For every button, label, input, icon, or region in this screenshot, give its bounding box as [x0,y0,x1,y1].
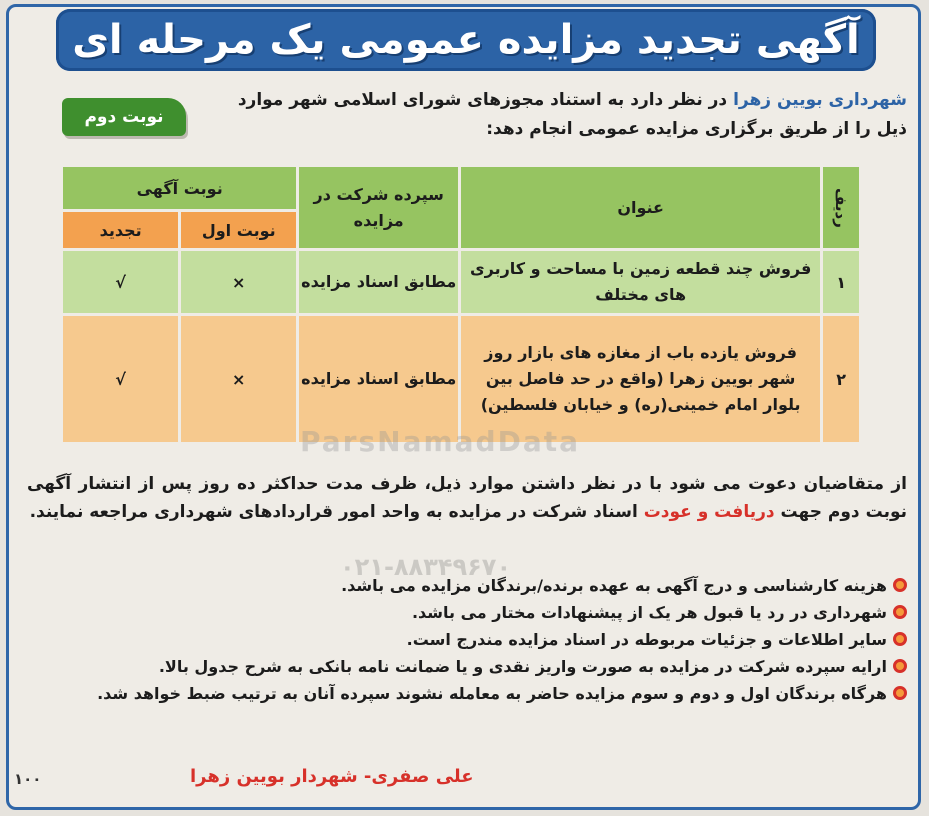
organization-name: شهرداری بویین زهرا [733,90,907,110]
bullet-icon [893,605,907,619]
row-repeat-mark: √ [63,316,178,442]
header-title: عنوان [461,167,820,248]
row-index: ۲ [823,316,859,442]
row-deposit: مطابق اسناد مزایده [299,316,458,442]
header-first-round: نوبت اول [181,212,296,248]
auction-table [60,164,862,445]
bullet-icon [893,686,907,700]
row-title: فروش چند قطعه زمین با مساحت و کاربری های مختلف [461,251,820,313]
row-index: ۱ [823,251,859,313]
row-deposit: مطابق اسناد مزایده [299,251,458,313]
list-item: هزینه کارشناسی و درج آگهی به عهده برنده/برندگان مزایده می باشد. [27,572,907,599]
bullet-icon [893,659,907,673]
list-item: هرگاه برندگان اول و دوم و سوم مزایده حاضر به معامله نشوند سپرده آنان به ترتیب ضبط خواهد شد. [27,680,907,707]
header-deposit: سپرده شرکت در مزایده [299,167,458,248]
row-repeat-mark: √ [63,251,178,313]
instructions-text-1: از متقاضیان دعوت می شود با در نظر داشتن موارد ذیل، ظرف مدت حداکثر ده روز پس از انتشار آگهی نوبت دوم جهت [27,474,907,522]
row-first-mark: × [181,316,296,442]
header-row-number: ردیف [823,167,859,248]
instructions-text-2: اسناد شرکت در مزایده به واحد امور قراردادهای شهرداری مراجعه نمایند. [29,502,644,522]
intro-text: در نظر دارد به استناد مجوزهای شورای اسلامی شهر موارد ذیل را از طریق برگزاری مزایده عمومی انجام دهد: [237,90,907,139]
watermark: ParsNamadData [300,425,580,458]
header-repeat: تجدید [63,212,178,248]
instructions-paragraph [27,470,907,526]
row-title: فروش یازده باب از مغازه های بازار روز شهر بویین زهرا (واقع در حد فاصل بین بلوار امام خمینی(ره) و خیابان فلسطین) [461,316,820,442]
notice-round-badge: نوبت دوم [62,98,186,136]
row-first-mark: × [181,251,296,313]
instructions-highlight: دریافت و عودت [643,502,775,522]
phone-watermark: ۰۲۱-۸۸۳۴۹۶۷۰ [340,553,512,581]
table-row [63,316,859,442]
ad-code: ۱۰۰ [14,770,42,788]
signature: علی صفری- شهردار بویین زهرا [190,766,474,787]
table-row [63,251,859,313]
bullet-icon [893,578,907,592]
list-item: سایر اطلاعات و جزئیات مربوطه در اسناد مزایده مندرج است. [27,626,907,653]
list-item: شهرداری در رد یا قبول هر یک از پیشنهادات مختار می باشد. [27,599,907,626]
intro-paragraph [207,86,907,144]
header-notice: نوبت آگهی [63,167,296,209]
conditions-list [27,572,907,707]
header-banner [56,9,876,71]
bullet-icon [893,632,907,646]
page-title: آگهی تجدید مزایده عمومی یک مرحله ای [72,17,860,63]
list-item: ارایه سپرده شرکت در مزایده به صورت واریز نقدی و یا ضمانت نامه بانکی به شرح جدول بالا. [27,653,907,680]
